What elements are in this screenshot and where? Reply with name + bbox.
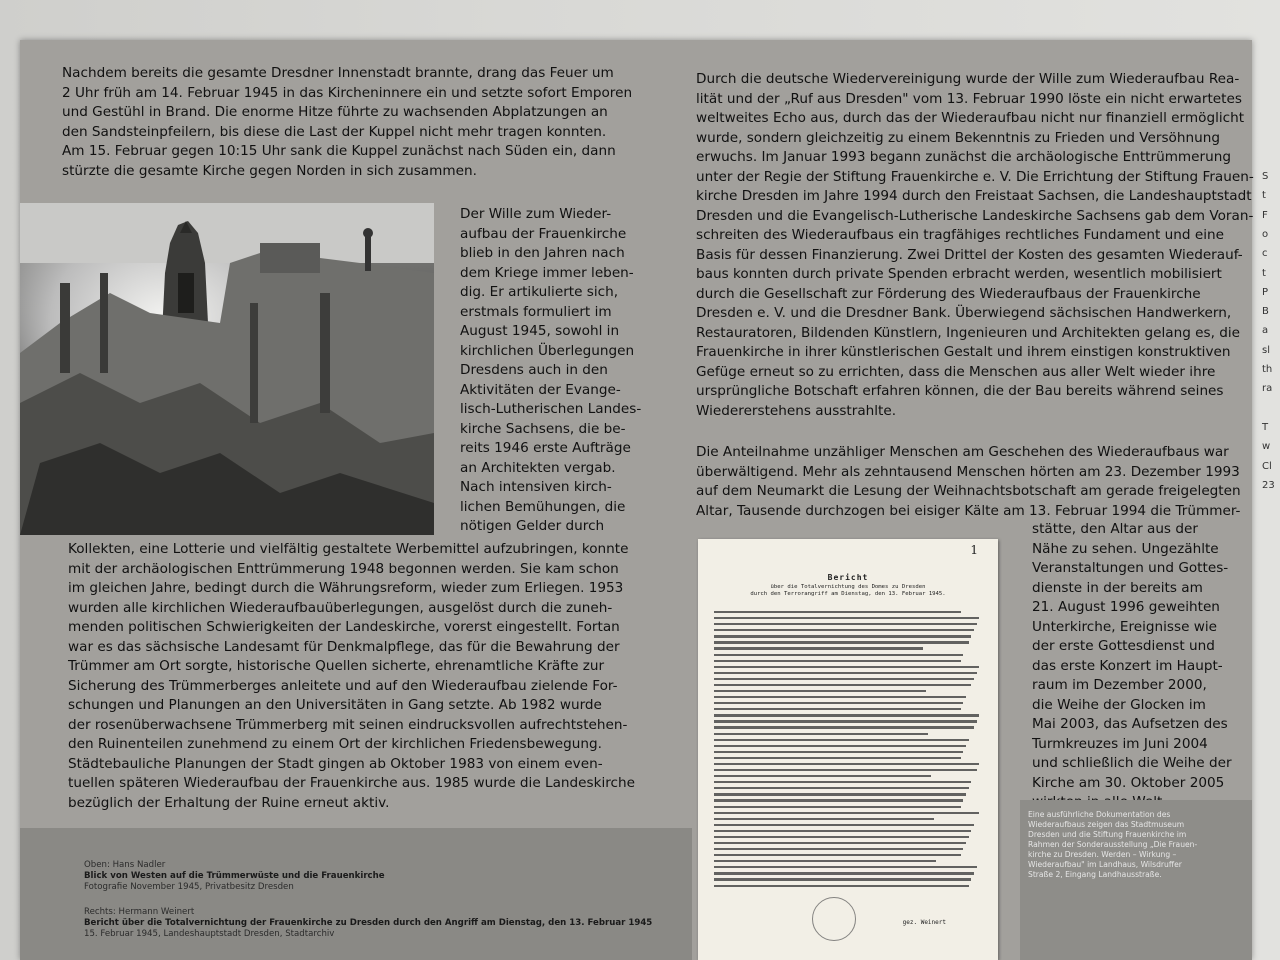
text-line: lisch-Lutherischen Landes-: [460, 401, 642, 417]
report-text-line: [714, 806, 961, 808]
text-line: Turmkreuzes im Juni 2004: [1032, 735, 1208, 752]
report-text-line: [714, 666, 979, 668]
edge-fragment: o: [1262, 228, 1269, 240]
text-line: menden politischen Schwierigkeiten der Landeskirche, vorerst eingestellt. Fortan: [68, 619, 620, 635]
text-line: überwältigend. Mehr als zehntausend Menschen hörten am 23. Dezember 1993: [696, 463, 1240, 480]
report-page-number: 1: [970, 543, 978, 557]
text-line: Kollekten, eine Lotterie und vielfältig gestaltete Werbemittel aufzubringen, konnte: [68, 541, 629, 557]
text-line: der erste Gottesdienst und: [1032, 638, 1215, 654]
text-line: unter der Regie der Stiftung Frauenkirche e. V. Die Errichtung der Stiftung Frauen-: [696, 168, 1254, 185]
caption-box: [20, 828, 692, 960]
caption-top-source: Fotografie November 1945, Privatbesitz Dresden: [84, 882, 294, 892]
text-line: reits 1946 erste Aufträge: [460, 440, 631, 456]
report-text-line: [714, 745, 966, 747]
report-text-line: [714, 702, 963, 704]
text-line: nötigen Gelder durch: [460, 518, 605, 534]
text-line: Am 15. Februar gegen 10:15 Uhr sank die Kuppel zunächst nach Süden ein, dann: [62, 143, 616, 159]
report-text-line: [714, 885, 969, 887]
report-title: Bericht: [827, 573, 869, 582]
report-text-line: [714, 726, 974, 728]
note-line: Wiederaufbaus zeigen das Stadtmuseum: [1028, 820, 1185, 829]
report-text-line: [714, 812, 979, 814]
caption-right-source: 15. Februar 1945, Landeshauptstadt Dresden, Stadtarchiv: [84, 929, 335, 939]
text-line: Kirche am 30. Oktober 2005: [1032, 774, 1225, 791]
note-line: Rahmen der Sonderausstellung „Die Frauen-: [1028, 840, 1198, 849]
note-line: Wiederaufbau" im Landhaus, Wilsdruffer: [1028, 860, 1182, 869]
text-line: Dresden und die Evangelisch-Lutherische Landeskirche Sachsens gab dem Voran-: [696, 207, 1254, 224]
caption-right-author: Rechts: Hermann Weinert: [84, 907, 195, 917]
caption-right-title-text: Bericht über die Totalvernichtung der Frauenkirche zu Dresden durch den Angriff am Dienstag, den 13. Februar 1945: [84, 918, 653, 928]
report-body-text: [714, 611, 982, 891]
report-subtitle: [698, 584, 998, 598]
report-text-line: [714, 751, 963, 753]
report-subtitle-line: durch den Terrorangriff am Dienstag, den 13. Februar 1945.: [750, 591, 946, 597]
text-line: stätte, den Altar aus der: [1032, 521, 1198, 537]
text-line: Städtebauliche Planungen der Stadt gingen ab Oktober 1983 von einem even-: [68, 755, 603, 772]
edge-fragment: c: [1262, 248, 1268, 260]
text-line: war es das sächsische Landesamt für Denkmalpflege, das für die Bewahrung der: [68, 638, 620, 655]
text-line: August 1945, sowohl in: [460, 323, 620, 339]
text-line: erwuchs. Im Januar 1993 begann zunächst die archäologische Enttrümmerung: [696, 149, 1231, 165]
report-text-line: [714, 757, 961, 759]
note-line: kirche zu Dresden. Werden – Wirkung –: [1028, 850, 1177, 859]
text-line: der rosenüberwachsene Trümmerberg mit seinen eindrucksvollen aufrechtstehen-: [68, 716, 628, 733]
text-line: an Architekten vergab.: [460, 459, 616, 476]
text-line: Altar, Tausende durchzogen bei eisiger Kälte am 13. Februar 1994 die Trümmer-: [696, 502, 1241, 519]
text-line: kirchlichen Überlegungen: [460, 342, 635, 359]
text-line: Wiedererstehens ausstrahlte.: [696, 402, 897, 419]
typewritten-report: [698, 539, 998, 960]
text-line: kirche Dresden im Jahre 1994 durch den Freistaat Sachsen, die Landeshauptstadt: [696, 188, 1252, 204]
text-line: Unterkirche, Ereignisse wie: [1032, 618, 1218, 635]
report-text-line: [714, 684, 971, 686]
text-line: wurden alle kirchlichen Wiederaufbauüberlegungen, ausgelöst durch die zuneh-: [68, 599, 613, 616]
report-text-line: [714, 836, 969, 838]
caption-top-title-text: Blick von Westen auf die Trümmerwüste und die Frauenkirche: [84, 871, 385, 881]
report-text-line: [714, 787, 969, 789]
report-text-line: [714, 775, 931, 777]
report-text-line: [714, 660, 961, 662]
report-text-line: [714, 611, 961, 613]
intro-paragraph: [62, 64, 662, 181]
text-line: erstmals formuliert im: [460, 303, 612, 320]
report-text-line: [714, 714, 979, 716]
edge-fragment: t: [1262, 190, 1266, 202]
edge-fragment: Cl: [1262, 460, 1272, 472]
edge-fragment: S: [1262, 171, 1269, 182]
report-text-line: [714, 824, 974, 826]
report-text-line: [714, 629, 974, 631]
report-subtitle-line: über die Totalvernichtung des Domes zu Dresden: [770, 584, 926, 590]
report-text-line: [714, 647, 923, 649]
text-line: dem Kriege immer leben-: [460, 264, 634, 281]
edge-fragment: w: [1262, 441, 1271, 453]
report-text-line: [714, 708, 961, 710]
text-line: raum im Dezember 2000,: [1032, 677, 1207, 693]
report-text-line: [714, 830, 971, 832]
note-line: Eine ausführliche Dokumentation des: [1028, 810, 1171, 819]
report-text-line: [714, 878, 971, 880]
text-line: Durch die deutsche Wiedervereinigung wurde der Wille zum Wiederaufbau Rea-: [696, 71, 1240, 87]
report-text-line: [714, 848, 963, 850]
text-line: schungen und Planungen an den Universitäten in Gang setzte. Ab 1982 wurde: [68, 697, 602, 713]
report-text-line: [714, 739, 969, 741]
text-line: und Gestühl in Brand. Die enorme Hitze führte zu wachsenden Abplatzungen an: [62, 104, 608, 120]
edge-fragment: P: [1262, 286, 1269, 298]
exhibition-panel: [20, 40, 1252, 960]
text-line: 2 Uhr früh am 14. Februar 1945 in das Kircheninnere ein und setzte sofort Emporen: [62, 84, 633, 101]
text-line: Nach intensiven kirch-: [460, 479, 612, 495]
archive-stamp-icon: [812, 897, 856, 941]
text-line: dig. Er artikulierte sich,: [460, 284, 619, 300]
text-line: baus konnten durch private Spenden erbracht werden, wesentlich mobilisiert: [696, 266, 1222, 282]
text-line: im gleichen Jahre, bedingt durch die Währungsreform, wieder zum Erliegen. 1953: [68, 580, 624, 596]
caption-right-title: [84, 918, 652, 930]
report-text-line: [714, 793, 966, 795]
reconstruction-will-paragraph: [460, 205, 660, 537]
report-text-line: [714, 672, 977, 674]
note-line: Straße 2, Eingang Landhausstraße.: [1028, 870, 1162, 879]
report-text-line: [714, 733, 928, 735]
report-text-line: [714, 781, 971, 783]
note-line: Dresden und die Stiftung Frauenkirche im: [1028, 830, 1187, 839]
ruins-photograph: [20, 203, 434, 535]
text-line: weltweites Echo aus, durch das der Wiederaufbau nicht nur finanziell ermöglicht: [696, 110, 1245, 126]
edge-fragment: t: [1262, 267, 1266, 279]
text-line: dienste in der bereits am: [1032, 579, 1203, 596]
edge-fragment: th: [1262, 364, 1273, 375]
text-line: Dresdens auch in den: [460, 362, 608, 378]
edge-fragment: T: [1262, 421, 1269, 433]
text-line: Basis für dessen Finanzierung. Zwei Drittel der Kosten des gesamten Wiederauf-: [696, 246, 1243, 263]
edge-fragment: F: [1262, 209, 1268, 221]
text-line: Gefüge erneut so zu errichten, dass die Menschen aus aller Welt wieder ihre: [696, 363, 1216, 380]
text-line: schreiten des Wiederaufbaus ein tragfähiges rechtliches Fundament und eine: [696, 227, 1224, 243]
text-line: Mai 2003, das Aufsetzen des: [1032, 716, 1228, 732]
text-line: aufbau der Frauenkirche: [460, 225, 627, 242]
report-text-line: [714, 641, 969, 643]
text-line: und schließlich die Weihe der: [1032, 755, 1232, 771]
text-line: 21. August 1996 geweihten: [1032, 599, 1220, 615]
report-text-line: [714, 763, 979, 765]
text-line: den Sandsteinpfeilern, bis diese die Last der Kuppel nicht mehr tragen konnten.: [62, 123, 607, 140]
report-text-line: [714, 799, 963, 801]
text-line: Restauratoren, Bildenden Künstlern, Ingenieuren und Architekten gelang es, die: [696, 324, 1241, 341]
text-line: das erste Konzert im Haupt-: [1032, 657, 1223, 674]
report-text-line: [714, 872, 974, 874]
postwar-history-paragraph: [68, 540, 668, 813]
report-text-line: [714, 678, 974, 680]
report-text-line: [714, 617, 979, 619]
text-line: Dresden e. V. und die Dresdner Bank. Überwiegend sächsischen Handwerkern,: [696, 305, 1232, 321]
text-line: Der Wille zum Wieder-: [460, 206, 612, 222]
caption-top-title: [84, 871, 385, 883]
text-line: wurde, sondern gleichzeitig zu einem Bekenntnis zu Frieden und Versöhnung: [696, 129, 1220, 146]
report-text-line: [714, 635, 971, 637]
report-text-line: [714, 769, 977, 771]
events-paragraph: [1032, 520, 1232, 813]
text-line: ursprüngliche Botschaft erfahren können, die der Bau bereits während seines: [696, 383, 1224, 399]
text-line: mit der archäologischen Enttrümmerung 1948 begonnen werden. Sie kam schon: [68, 560, 619, 577]
report-text-line: [714, 842, 966, 844]
text-line: Nachdem bereits die gesamte Dresdner Innenstadt brannte, drang das Feuer um: [62, 65, 614, 81]
text-line: Nähe zu sehen. Ungezählte: [1032, 540, 1219, 557]
text-line: durch die Gesellschaft zur Förderung des Wiederaufbaus der Frauenkirche: [696, 285, 1201, 302]
reunification-paragraph: [696, 70, 1254, 421]
edge-fragment: a: [1262, 325, 1269, 337]
report-text-line: [714, 654, 963, 656]
report-text-line: [714, 720, 977, 722]
text-line: blieb in den Jahren nach: [460, 245, 625, 261]
report-text-line: [714, 690, 926, 692]
caption-top-author: Oben: Hans Nadler: [84, 860, 166, 870]
text-line: kirche Sachsens, die be-: [460, 420, 626, 437]
text-line: die Weihe der Glocken im: [1032, 696, 1206, 713]
text-line: Trümmer am Ort sorgte, historische Quellen sicherte, ehrenamtliche Kräfte zur: [68, 658, 605, 674]
text-line: lichen Bemühungen, die: [460, 498, 626, 515]
text-line: Aktivitäten der Evange-: [460, 381, 621, 398]
text-line: lität und der „Ruf aus Dresden" vom 13. Februar 1990 löste ein nicht erwartetes: [696, 90, 1242, 107]
text-line: stürzte die gesamte Kirche gegen Norden in sich zusammen.: [62, 162, 477, 179]
public-interest-paragraph: [696, 443, 1241, 521]
text-line: den Ruinenteilen zunehmend zu einem Ort der kirchlichen Friedensbewegung.: [68, 736, 602, 752]
documentation-note: [1020, 800, 1252, 960]
report-text-line: [714, 854, 961, 856]
text-line: Frauenkirche in ihrer künstlerischen Gestalt und ihrem einstigen konstruktiven: [696, 344, 1231, 360]
edge-fragment: ra: [1262, 383, 1273, 395]
text-line: auf dem Neumarkt die Lesung der Weihnachtsbotschaft am gerade freigelegten: [696, 483, 1241, 499]
text-line: Sicherung des Trümmerberges anleitete und auf den Wiederaufbau zielende For-: [68, 677, 618, 694]
edge-fragment: 23: [1262, 479, 1275, 491]
text-line: bezüglich der Erhaltung der Ruine erneut aktiv.: [68, 794, 390, 811]
report-text-line: [714, 860, 936, 862]
text-line: tuellen späteren Wiederaufbau der Frauenkirche aus. 1985 wurde die Landeskirche: [68, 775, 635, 791]
report-signature: gez. Weinert: [902, 919, 946, 926]
report-text-line: [714, 696, 966, 698]
report-text-line: [714, 818, 934, 820]
text-line: Die Anteilnahme unzähliger Menschen am Geschehen des Wiederaufbaus war: [696, 444, 1229, 460]
report-text-line: [714, 866, 977, 868]
edge-fragment: B: [1262, 306, 1269, 318]
text-line: Veranstaltungen und Gottes-: [1032, 560, 1229, 576]
edge-fragment: sl: [1262, 344, 1270, 356]
report-text-line: [714, 623, 977, 625]
